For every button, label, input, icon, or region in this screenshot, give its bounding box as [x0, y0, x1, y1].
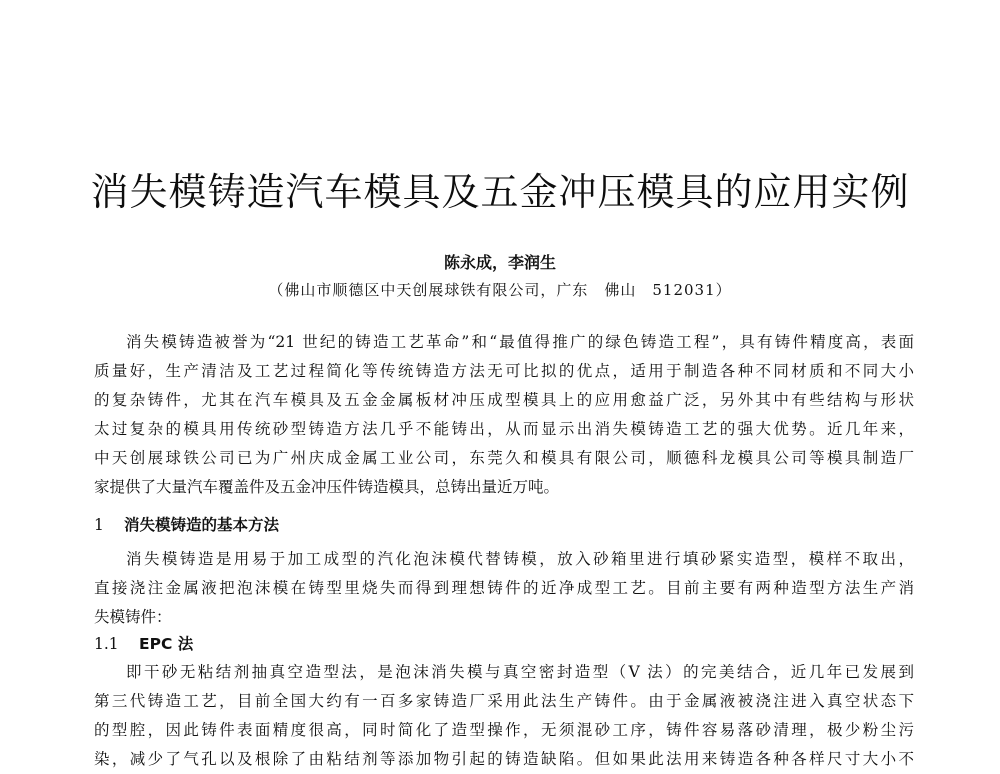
intro-paragraph: [94, 328, 914, 502]
text-line: 的型腔，因此铸件表面精度很高，同时简化了造型操作，无须混砂工序，铸件容易落砂清理，极少粉尘污: [94, 721, 914, 739]
text-line: 的复杂铸件，尤其在汽车模具及五金金属板材冲压成型模具上的应用愈益广泛，另外其中有些结构与形状: [94, 391, 914, 409]
subsection-heading: [94, 633, 193, 655]
author-line: 陈永成，李润生: [443, 253, 556, 272]
text-line: 直接浇注金属液把泡沫模在铸型里烧失而得到理想铸件的近净成型工艺。目前主要有两种造型方法生产消: [94, 579, 914, 597]
text-line: 消失模铸造被誉为“21 世纪的铸造工艺革命”和“最值得推广的绿色铸造工程”，具有铸件精度高，表面: [126, 333, 914, 351]
epc-paragraph: [94, 658, 914, 774]
text-line: 第三代铸造工艺，目前全国大约有一百多家铸造厂采用此法生产铸件。由于金属液被浇注进入真空状态下: [94, 692, 914, 710]
method-paragraph: [94, 545, 914, 632]
text-line: 质量好，生产清洁及工艺过程简化等传统铸造方法无可比拟的优点，适用于制造各种不同材质和不同大小: [94, 362, 914, 380]
text-line: 太过复杂的模具用传统砂型铸造方法几乎不能铸出，从而显示出消失模铸造工艺的强大优势。近几年来，: [94, 420, 914, 438]
text-line: 消失模铸造是用易于加工成型的汽化泡沫模代替铸模，放入砂箱里进行填砂紧实造型，模样不取出，: [126, 550, 914, 568]
section-heading: [94, 514, 279, 536]
section-title: 消失模铸造的基本方法: [124, 516, 280, 534]
subsection-title: EPC 法: [139, 635, 194, 653]
section-number: 1: [94, 516, 104, 534]
text-line: 中天创展球铁公司已为广州庆成金属工业公司，东莞久和模具有限公司，顺德科龙模具公司等模具制造厂: [94, 449, 914, 467]
paper-title: 消失模铸造汽车模具及五金冲压模具的应用实例: [90, 170, 910, 214]
text-line: 染，减少了气孔以及根除了由粘结剂等添加物引起的铸造缺陷。但如果此法用来铸造各种各样尺寸大小不: [94, 750, 914, 768]
text-line: 家提供了大量汽车覆盖件及五金冲压件铸造模具，总铸出量近万吨。: [94, 478, 560, 496]
text-line: 即干砂无粘结剂抽真空造型法，是泡沫消失模与真空密封造型（V 法）的完美结合，近几年已发展到: [126, 663, 914, 681]
text-line: 失模铸件：: [94, 608, 172, 626]
affiliation-line: （佛山市顺德区中天创展球铁有限公司，广东 佛山 512031）: [268, 281, 732, 299]
subsection-number: 1.1: [94, 635, 119, 653]
